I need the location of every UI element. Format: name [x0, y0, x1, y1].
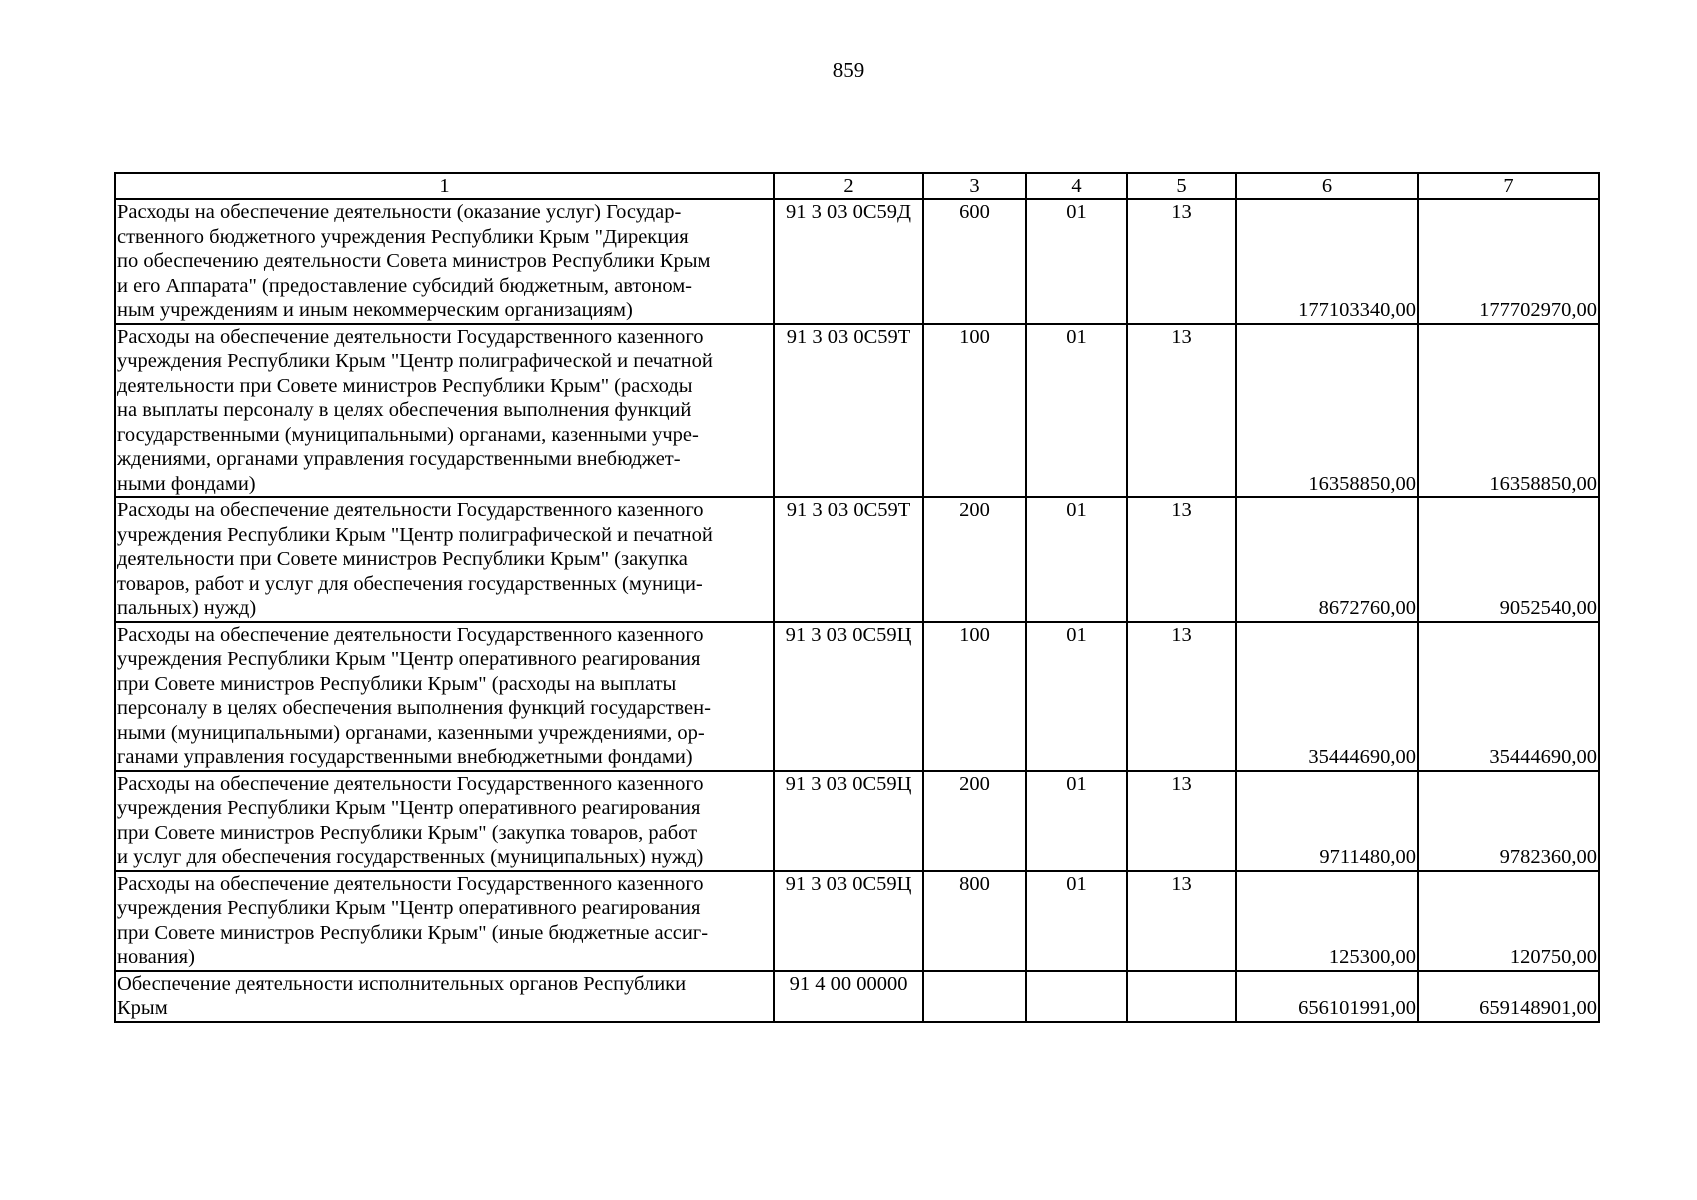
subsection-code: 13	[1127, 324, 1236, 498]
table-body	[115, 199, 1599, 1022]
description-line: деятельности при Совете министров Республики Крым" (закупка	[117, 548, 688, 570]
column-header: 1	[115, 173, 774, 199]
description-line: ждениями, органами управления государственными внебюджет-	[117, 448, 681, 470]
table-row	[115, 771, 1599, 871]
table-row	[115, 497, 1599, 622]
subsection-code: 13	[1127, 622, 1236, 771]
column-header: 4	[1026, 173, 1127, 199]
subsection-code	[1127, 971, 1236, 1022]
section-code: 01	[1026, 324, 1127, 498]
description-line: пальных) нужд)	[117, 597, 257, 619]
section-code: 01	[1026, 199, 1127, 324]
amount-year-1: 9711480,00	[1236, 771, 1418, 871]
header-row	[115, 173, 1599, 199]
amount-year-1: 177103340,00	[1236, 199, 1418, 324]
expense-description	[115, 871, 774, 971]
description-line: ственного бюджетного учреждения Республики Крым "Дирекция	[117, 225, 689, 248]
expense-type-code: 100	[923, 324, 1026, 498]
target-article-code: 91 3 03 0С59Ц	[774, 871, 923, 971]
amount-year-2: 659148901,00	[1418, 971, 1599, 1022]
description-line: нования)	[117, 946, 195, 968]
section-code: 01	[1026, 622, 1127, 771]
description-line: Расходы на обеспечение деятельности Государственного казенного	[117, 623, 704, 646]
expense-type-code: 200	[923, 771, 1026, 871]
section-code: 01	[1026, 497, 1127, 622]
description-line: Расходы на обеспечение деятельности Государственного казенного	[117, 772, 704, 795]
description-line: при Совете министров Республики Крым" (закупка товаров, работ	[117, 821, 698, 844]
target-article-code: 91 3 03 0С59Ц	[774, 622, 923, 771]
subsection-code: 13	[1127, 771, 1236, 871]
target-article-code: 91 3 03 0С59Т	[774, 497, 923, 622]
description-line: по обеспечению деятельности Совета министров Республики Крым	[117, 250, 711, 272]
expense-description	[115, 497, 774, 622]
amount-year-2: 9052540,00	[1418, 497, 1599, 622]
description-line: при Совете министров Республики Крым" (расходы на выплаты	[117, 672, 677, 695]
subsection-code: 13	[1127, 199, 1236, 324]
subsection-code: 13	[1127, 497, 1236, 622]
description-line: Крым	[117, 997, 168, 1019]
description-line: деятельности при Совете министров Республики Крым" (расходы	[117, 374, 693, 397]
description-line: на выплаты персоналу в целях обеспечения выполнения функций	[117, 399, 692, 421]
budget-table	[114, 172, 1600, 1023]
column-header: 5	[1127, 173, 1236, 199]
description-line: учреждения Республики Крым "Центр полиграфической и печатной	[117, 523, 713, 546]
column-header: 7	[1418, 173, 1599, 199]
amount-year-1: 16358850,00	[1236, 324, 1418, 498]
table-row	[115, 971, 1599, 1022]
amount-year-1: 35444690,00	[1236, 622, 1418, 771]
expense-type-code: 600	[923, 199, 1026, 324]
expense-type-code: 100	[923, 622, 1026, 771]
description-line: учреждения Республики Крым "Центр полиграфической и печатной	[117, 350, 713, 372]
expense-type-code	[923, 971, 1026, 1022]
description-line: учреждения Республики Крым "Центр оперативного реагирования	[117, 797, 701, 819]
description-line: Расходы на обеспечение деятельности Государственного казенного	[117, 499, 704, 521]
table-row	[115, 324, 1599, 498]
amount-year-2: 9782360,00	[1418, 771, 1599, 871]
expense-type-code: 200	[923, 497, 1026, 622]
expense-description	[115, 771, 774, 871]
column-header: 3	[923, 173, 1026, 199]
table-row	[115, 871, 1599, 971]
description-line: Расходы на обеспечение деятельности Государственного казенного	[117, 325, 704, 348]
description-line: персоналу в целях обеспечения выполнения функций государствен-	[117, 697, 711, 719]
table-header	[115, 173, 1599, 199]
target-article-code: 91 3 03 0С59Д	[774, 199, 923, 324]
expense-description	[115, 971, 774, 1022]
description-line: государственными (муниципальными) органами, казенными учре-	[117, 423, 699, 446]
expense-description	[115, 324, 774, 498]
amount-year-2: 120750,00	[1418, 871, 1599, 971]
expense-description	[115, 199, 774, 324]
description-line: при Совете министров Республики Крым" (иные бюджетные ассиг-	[117, 921, 709, 944]
description-line: учреждения Республики Крым "Центр оперативного реагирования	[117, 648, 701, 670]
amount-year-2: 35444690,00	[1418, 622, 1599, 771]
description-line: ными фондами)	[117, 472, 256, 495]
amount-year-2: 16358850,00	[1418, 324, 1599, 498]
description-line: учреждения Республики Крым "Центр оперативного реагирования	[117, 897, 701, 919]
amount-year-1: 656101991,00	[1236, 971, 1418, 1022]
description-line: ным учреждениям и иным некоммерческим организациям)	[117, 299, 633, 321]
description-line: Расходы на обеспечение деятельности Государственного казенного	[117, 872, 704, 895]
target-article-code: 91 3 03 0С59Т	[774, 324, 923, 498]
target-article-code: 91 4 00 00000	[774, 971, 923, 1022]
section-code	[1026, 971, 1127, 1022]
description-line: Расходы на обеспечение деятельности (оказание услуг) Государ-	[117, 201, 682, 223]
section-code: 01	[1026, 771, 1127, 871]
table-row	[115, 622, 1599, 771]
section-code: 01	[1026, 871, 1127, 971]
description-line: Обеспечение деятельности исполнительных органов Республики	[117, 972, 687, 995]
description-line: товаров, работ и услуг для обеспечения государственных (муници-	[117, 572, 703, 595]
amount-year-1: 125300,00	[1236, 871, 1418, 971]
target-article-code: 91 3 03 0С59Ц	[774, 771, 923, 871]
subsection-code: 13	[1127, 871, 1236, 971]
description-line: и его Аппарата" (предоставление субсидий бюджетным, автоном-	[117, 274, 693, 297]
column-header: 2	[774, 173, 923, 199]
description-line: ными (муниципальными) органами, казенными учреждениями, ор-	[117, 721, 705, 744]
column-header: 6	[1236, 173, 1418, 199]
expense-type-code: 800	[923, 871, 1026, 971]
expense-description	[115, 622, 774, 771]
table-row	[115, 199, 1599, 324]
amount-year-2: 177702970,00	[1418, 199, 1599, 324]
description-line: и услуг для обеспечения государственных (муниципальных) нужд)	[117, 846, 704, 868]
page-number: 859	[832, 58, 865, 82]
amount-year-1: 8672760,00	[1236, 497, 1418, 622]
description-line: ганами управления государственными внебюджетными фондами)	[117, 746, 693, 768]
